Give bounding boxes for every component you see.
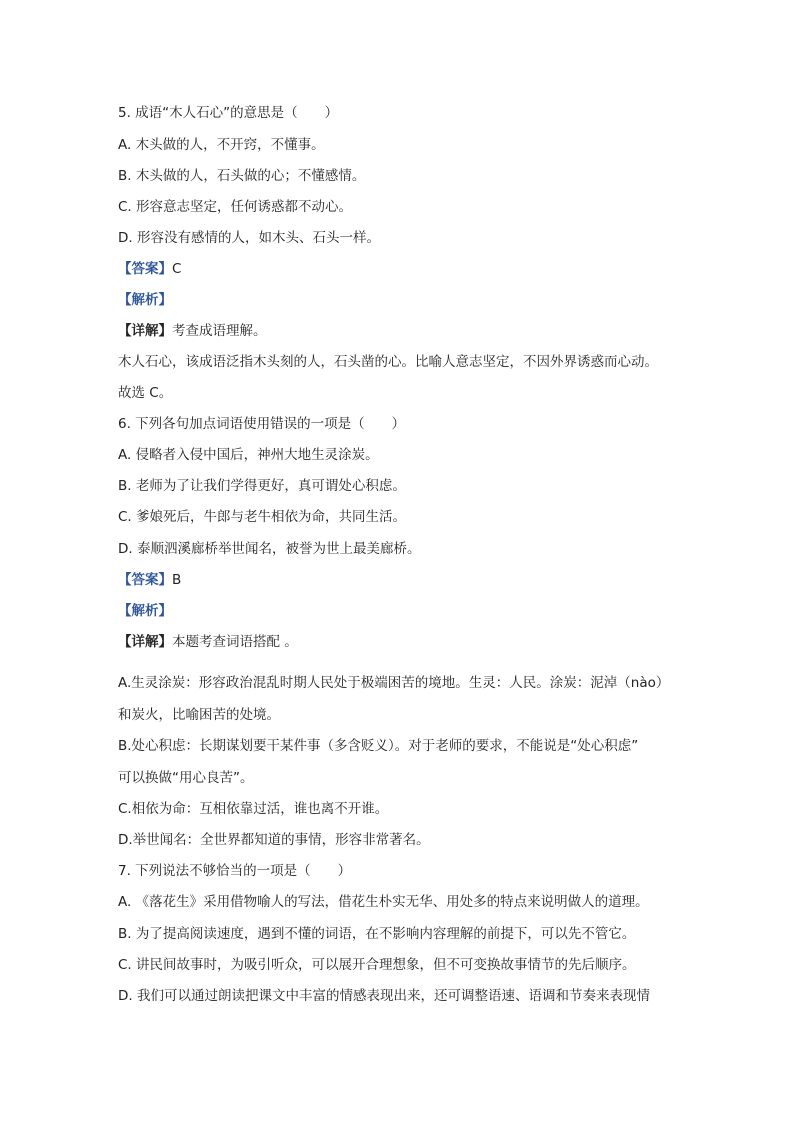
document-line-13 [118,474,678,498]
document-line-10 [118,381,678,405]
document-line-18 [118,630,678,654]
analysis-tag: 【解析】 [118,292,172,308]
text-text: 故选 C。 [118,385,173,401]
option-text: A. 木头做的人，不开窍，不懂事。 [118,137,325,153]
document-line-28 [118,953,678,977]
document-line-9 [118,350,678,374]
option-text: A. 《落花生》采用借物喻人的写法，借花生朴实无华、用处多的特点来说明做人的道理。 [118,894,649,910]
document-line-23 [118,797,678,821]
option-text: B. 木头做的人，石头做的心；不懂感情。 [118,168,366,184]
option-text: B. 老师为了让我们学得更好，真可谓处心积虑。 [118,478,406,494]
text-text: 可以换做“用心良苦”。 [118,770,254,786]
document-line-14 [118,505,678,529]
document-line-15 [118,537,678,561]
question-text: 5. 成语“木人石心”的意思是（ ） [118,105,339,121]
document-line-3 [118,164,678,188]
document-line-2 [118,133,678,157]
option-text: D. 形容没有感情的人，如木头、石头一样。 [118,230,380,246]
detail-tag: 【详解】 [118,634,172,650]
document-line-11 [118,412,678,436]
text-text: 木人石心，该成语泛指木头刻的人，石头凿的心。比喻人意志坚定，不因外界诱惑而心动。 [118,354,658,370]
answer-tag: 【答案】 [118,261,172,277]
answer-text: C [172,261,182,277]
analysis-tag: 【解析】 [118,603,172,619]
document-line-22 [118,766,678,790]
detail-text: 本题考查词语搭配 。 [172,634,298,650]
document-line-26 [118,890,678,914]
option-text: C. 讲民间故事时，为吸引听众，可以展开合理想象，但不可变换故事情节的先后顺序。 [118,957,636,973]
document-line-27 [118,922,678,946]
text-text: 和炭火，比喻困苦的处境。 [118,707,280,723]
document-line-12 [118,443,678,467]
detail-tag: 【详解】 [118,323,172,339]
document-line-16 [118,568,678,592]
text-text: C.相依为命：互相依靠过活，谁也离不开谁。 [118,801,389,817]
document-line-4 [118,195,678,219]
document-line-29 [118,984,678,1008]
option-text: B. 为了提高阅读速度，遇到不懂的词语，在不影响内容理解的前提下，可以先不管它。 [118,926,636,942]
document-line-17 [118,599,678,623]
text-text: B.处心积虑：长期谋划要干某件事（多含贬义）。对于老师的要求，不能说是“处心积虑” [118,738,639,754]
document-line-5 [118,226,678,250]
document-line-21 [118,734,678,758]
question-text: 6. 下列各句加点词语使用错误的一项是（ ） [118,416,406,432]
question-text: 7. 下列说法不够恰当的一项是（ ） [118,863,352,879]
detail-text: 考查成语理解。 [172,323,267,339]
text-text: A.生灵涂炭：形容政治混乱时期人民处于极端困苦的境地。生灵：人民。涂炭：泥淖（nào） [118,675,670,691]
document-line-25 [118,859,678,883]
answer-tag: 【答案】 [118,572,172,588]
option-text: A. 侵略者入侵中国后，神州大地生灵涂炭。 [118,447,379,463]
text-text: D.举世闻名：全世界都知道的事情，形容非常著名。 [118,832,430,848]
document-line-8 [118,319,678,343]
document-line-7 [118,288,678,312]
document-line-20 [118,703,678,727]
answer-text: B [172,572,182,588]
option-text: D. 泰顺泗溪廊桥举世闻名，被誉为世上最美廊桥。 [118,541,421,557]
document-line-24 [118,828,678,852]
option-text: D. 我们可以通过朗读把课文中丰富的情感表现出来，还可调整语速、语调和节奏来表现情 [118,988,650,1004]
document-line-19 [118,671,678,695]
document-line-6 [118,257,678,281]
option-text: C. 形容意志坚定，任何诱惑都不动心。 [118,199,353,215]
option-text: C. 爹娘死后，牛郎与老牛相依为命，共同生活。 [118,509,407,525]
document-line-1 [118,101,678,125]
